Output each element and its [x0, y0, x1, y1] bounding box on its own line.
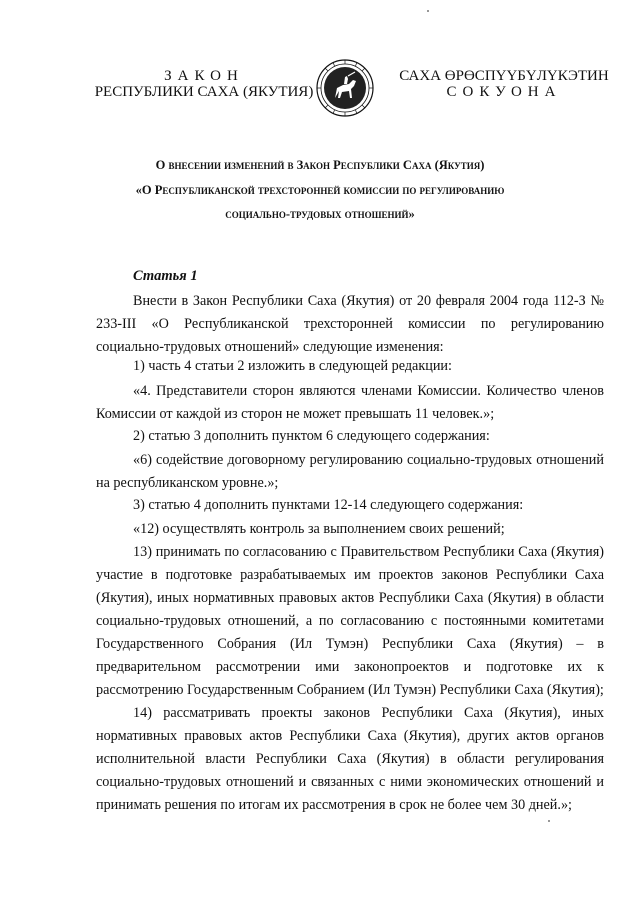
paragraph-item-3: 3) статью 4 дополнить пунктами 12-14 следующего содержания:	[133, 497, 524, 513]
paragraph-item-2-text: «6) содействие договорному регулированию социально-трудовых отношений на республиканском уровне.»;	[96, 452, 604, 491]
paragraph-item-1-text: «4. Представители сторон являются членами Комиссии. Количество членов Комиссии от каждой из сторон не может превышать 11 человек.»;	[96, 383, 604, 422]
law-word: ЗАКОН	[164, 68, 244, 84]
paragraph-point-12: «12) осуществлять контроль за выполнением своих решений;	[133, 521, 505, 537]
law-word-sakha: СОКУОНА	[446, 84, 562, 100]
republic-name-ru: РЕСПУБЛИКИ САХА (ЯКУТИЯ)	[94, 84, 314, 100]
paragraph-item-2: 2) статью 3 дополнить пунктом 6 следующего содержания:	[133, 428, 490, 444]
republic-name-sakha: САХА ӨРӨСПҮҮБҮЛҮКЭТИН	[399, 68, 609, 84]
paragraph-point-13: 13) принимать по согласованию с Правительством Республики Саха (Якутия) участие в подготовке разрабатываемых им проектов законов Республики Саха (Якутия), иных нормативных правовых актов Республики Саха (Якутия) в области социально-трудовых отношений, а по согласованию с постоянными комитетами Государственного Собрания (Ил Тумэн) Республики Саха (Якутия) – в предварительном рассмотрении ими законопроектов и подготовке их к рассмотрению Государственным Собранием (Ил Тумэн) Республики Саха (Якутия);	[96, 544, 604, 698]
header-right-block	[384, 68, 624, 100]
scan-speck	[427, 10, 429, 12]
title-line-3: социально-трудовых отношений»	[225, 207, 415, 221]
title-line-1: О внесении изменений в Закон Республики Саха (Якутия)	[155, 158, 485, 172]
paragraph-point-14: 14) рассматривать проекты законов Республики Саха (Якутия), иных нормативных правовых актов Республики Саха (Якутия), других актов органов исполнительной власти Республики Саха (Якутия) в области регулирования социально-трудовых отношений и связанных с ними экономических отношений и принимать решения по итогам их рассмотрения в срок не более чем 30 дней.»;	[96, 705, 604, 813]
paragraph-item-1: 1) часть 4 статьи 2 изложить в следующей редакции:	[133, 358, 452, 374]
title-line-2: «О Республиканской трехсторонней комиссии по регулированию	[135, 183, 505, 197]
scan-speck	[548, 820, 550, 822]
coat-of-arms-emblem	[315, 58, 375, 118]
paragraph-intro: Внести в Закон Республики Саха (Якутия) от 20 февраля 2004 года 112-З № 233-III «О Республиканской трехсторонней комиссии по регулированию социально-трудовых отношений» следующие изменения:	[96, 293, 604, 355]
header-left-block	[84, 68, 324, 100]
article-heading: Статья 1	[133, 268, 198, 284]
